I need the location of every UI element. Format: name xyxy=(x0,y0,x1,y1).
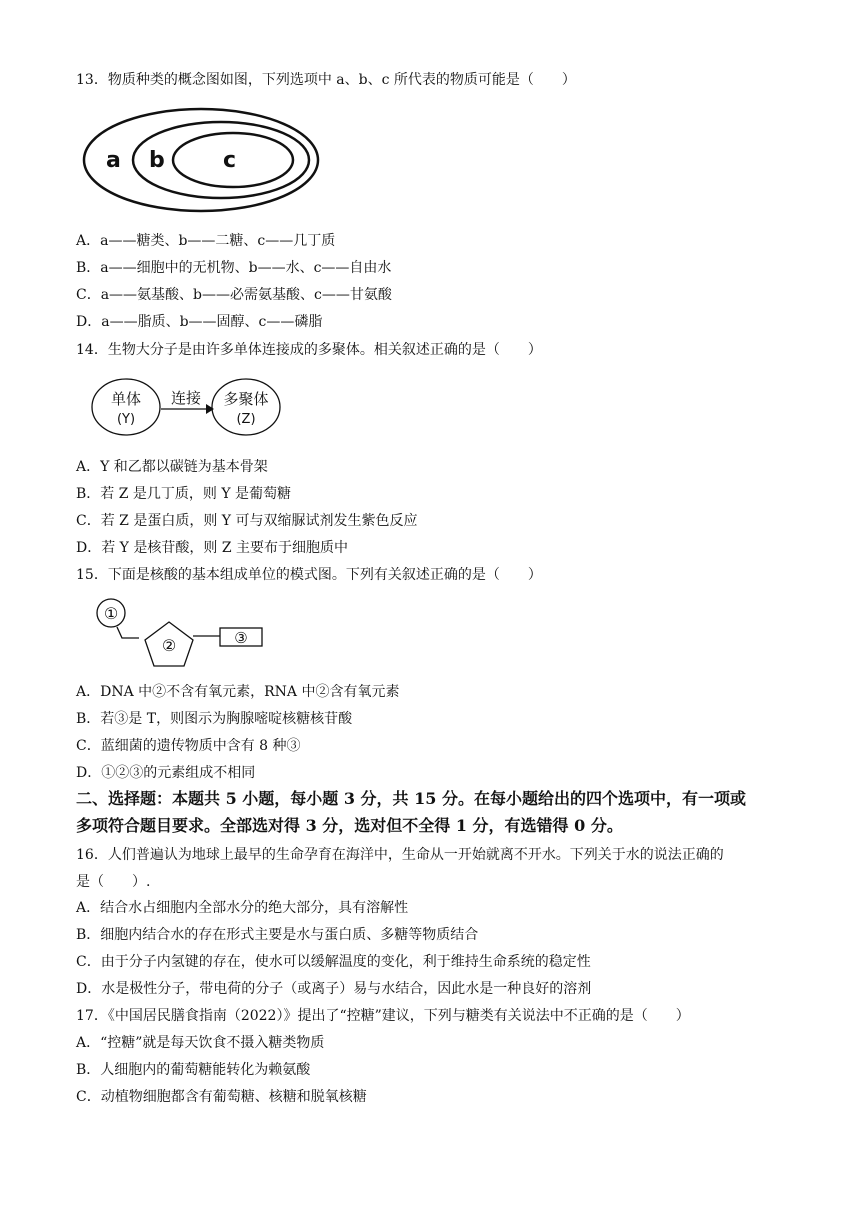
polymer-label: 多聚体 xyxy=(223,390,269,408)
q17-stem: 17．《中国居民膳食指南（2022）》提出了“控糖”建议，下列与糖类有关说法中不正确的是（ ） xyxy=(76,1008,690,1024)
polymer-symbol: (Z) xyxy=(236,412,256,427)
q14-monomer-polymer-diagram xyxy=(88,376,284,438)
q14-option-a: A．Y 和乙都以碳链为基本骨架 xyxy=(76,459,268,475)
monomer-symbol: (Y) xyxy=(116,412,136,427)
monomer-label: 单体 xyxy=(110,390,142,408)
q16-option-b: B．细胞内结合水的存在形式主要是水与蛋白质、多糖等物质结合 xyxy=(76,927,479,943)
link-label: 连接 xyxy=(170,389,202,407)
phosphate-bond-line xyxy=(117,627,139,638)
q16-option-c: C．由于分子内氢键的存在，使水可以缓解温度的变化，利于维持生命系统的稳定性 xyxy=(76,954,591,970)
q15-stem: 15．下面是核酸的基本组成单位的模式图。下列有关叙述正确的是（ ） xyxy=(76,567,542,583)
label-c: c xyxy=(223,148,237,173)
q15-option-c: C．蓝细菌的遗传物质中含有 8 种③ xyxy=(76,738,301,754)
q15-option-a: A．DNA 中②不含有氧元素，RNA 中②含有氧元素 xyxy=(76,684,400,700)
q13-option-d: D．a——脂质、b——固醇、c——磷脂 xyxy=(76,314,323,330)
q16-option-a: A．结合水占细胞内全部水分的绝大部分，具有溶解性 xyxy=(76,900,409,916)
q16-stem-line2: 是（ ）. xyxy=(76,874,151,890)
q14-option-c: C．若 Z 是蛋白质，则 Y 可与双缩脲试剂发生紫色反应 xyxy=(76,513,418,529)
phosphate-label: ① xyxy=(103,604,119,623)
q15-nucleotide-diagram xyxy=(94,596,270,670)
q13-stem: 13．物质种类的概念图如图，下列选项中 a、b、c 所代表的物质可能是（ ） xyxy=(76,72,576,88)
section2-heading-line2: 多项符合题目要求。全部选对得 3 分，选对但不全得 1 分，有选错得 0 分。 xyxy=(76,816,623,835)
q17-option-b: B．人细胞内的葡萄糖能转化为赖氨酸 xyxy=(76,1062,311,1078)
q14-option-b: B．若 Z 是几丁质，则 Y 是葡萄糖 xyxy=(76,486,292,502)
base-label: ③ xyxy=(234,629,248,647)
q13-option-c: C．a——氨基酸、b——必需氨基酸、c——甘氨酸 xyxy=(76,287,392,303)
q17-option-c: C．动植物细胞都含有葡萄糖、核糖和脱氧核糖 xyxy=(76,1089,367,1105)
label-b: b xyxy=(149,148,165,173)
pentose-label: ② xyxy=(161,636,177,655)
section2-heading-line1: 二、选择题：本题共 5 小题，每小题 3 分，共 15 分。在每小题给出的四个选项中，有一项或 xyxy=(76,789,746,808)
q16-option-d: D．水是极性分子，带电荷的分子（或离子）易与水结合，因此水是一种良好的溶剂 xyxy=(76,981,592,997)
label-a: a xyxy=(106,148,121,173)
q15-option-d: D．①②③的元素组成不相同 xyxy=(76,765,256,781)
q13-option-b: B．a——细胞中的无机物、b——水、c——自由水 xyxy=(76,260,392,276)
q14-stem: 14．生物大分子是由许多单体连接成的多聚体。相关叙述正确的是（ ） xyxy=(76,342,542,358)
q13-nested-ellipse-diagram xyxy=(82,106,322,214)
q13-option-a: A．a——糖类、b——二糖、c——几丁质 xyxy=(76,233,336,249)
q14-option-d: D．若 Y 是核苷酸，则 Z 主要布于细胞质中 xyxy=(76,540,348,556)
q15-option-b: B．若③是 T，则图示为胸腺嘧啶核糖核苷酸 xyxy=(76,711,353,727)
q16-stem-line1: 16．人们普遍认为地球上最早的生命孕育在海洋中，生命从一开始就离不开水。下列关于水的说法正确的 xyxy=(76,847,724,863)
q17-option-a: A．“控糖”就是每天饮食不摄入糖类物质 xyxy=(76,1035,325,1051)
